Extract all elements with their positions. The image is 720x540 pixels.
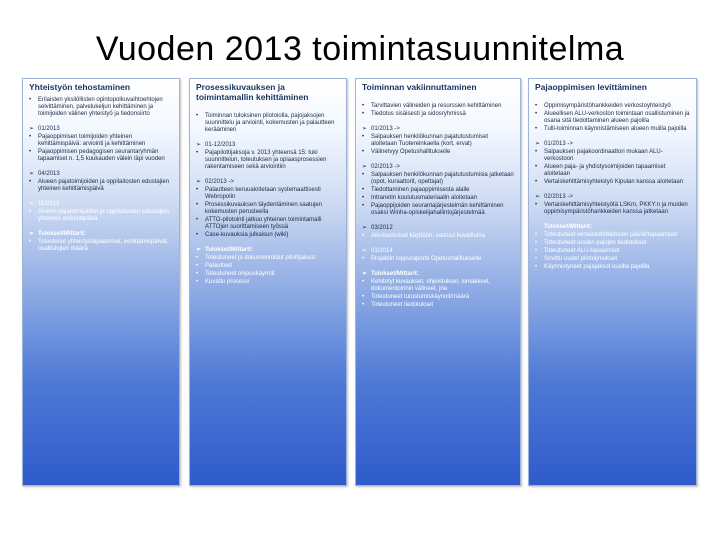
list-item-text: Pajaoppimisen toimijoiden yhteinen kehittämispäivä: arviointi ja kehittäminen <box>38 134 146 147</box>
bullet-icon: • <box>362 279 365 285</box>
arrow-bullet-icon: ➢ <box>196 142 202 148</box>
list-item-text: Toteutuneet ALU-tapaamiset <box>544 248 620 254</box>
list-item-text: 03/2012 <box>371 225 393 231</box>
list-item <box>29 149 174 163</box>
list-item-text: 01/2013 -> <box>371 126 400 132</box>
bullet-icon: • <box>362 111 365 117</box>
list-item-text: Toteutuneet ohjauskäynnit <box>205 271 275 277</box>
list-item-text: Salpauksen henkilökunnan pajatutustumisia jatketaan (opot, kuraattorit, opettajat) <box>371 172 514 185</box>
arrow-bullet-icon: ➢ <box>535 194 541 200</box>
list-item-text: Pajaoppimisen pedagogisen seurantaryhmän tapaamiset n. 1,5 kuukauden välein läpi vuoden <box>38 149 165 162</box>
list-item-text: Alueen pajatoimijoiden ja oppilaitosten edustajien yhteinen kehittämispäivä <box>38 179 170 192</box>
arrow-bullet-icon: ➢ <box>29 171 35 177</box>
list-item <box>196 217 341 231</box>
list-item-text: Aikuisarkuiset käyttöön, vastuut kuvailtuina <box>371 233 486 239</box>
bullet-icon: • <box>196 217 199 223</box>
list-item-text: Vertaiskehittämisyhteistyö Kipulan kanssa aloitetaan <box>544 179 684 185</box>
list-item-text: Kuvattu prosessi <box>205 279 250 285</box>
spacer <box>362 218 515 224</box>
list-item <box>362 256 515 263</box>
slide-title: Vuoden 2013 toimintasuunnitelma <box>95 30 625 68</box>
list-item <box>535 141 691 148</box>
bullet-icon: • <box>535 240 538 246</box>
bullet-icon: • <box>362 294 365 300</box>
arrow-bullet-icon: ➢ <box>196 179 202 185</box>
bullet-icon: • <box>362 233 365 239</box>
bullet-icon: • <box>29 97 32 103</box>
list-item <box>196 150 341 171</box>
column-process-description <box>189 78 347 486</box>
column-heading: Toiminnan vakiinnuttaminen <box>362 82 477 92</box>
list-item-text: Tulokset/Mittarit: <box>38 231 86 237</box>
list-item <box>362 279 515 293</box>
spacer <box>362 241 515 247</box>
bullet-icon: • <box>535 256 538 262</box>
bullet-icon: • <box>196 187 199 193</box>
list-item <box>29 209 174 223</box>
results-heading <box>362 271 515 278</box>
arrow-bullet-icon: ➢ <box>196 247 202 253</box>
spacer <box>29 164 174 170</box>
bullet-icon: • <box>29 179 32 185</box>
arrow-bullet-icon: ➢ <box>29 126 35 132</box>
list-item-text: Oppimisympäristöhankkeiden verkostoyhteistyö <box>544 103 671 109</box>
list-item-text: Toteutuneet uusien pajojen tiedotukset <box>544 240 647 246</box>
bullet-icon: • <box>362 172 365 178</box>
bullet-icon: • <box>535 111 538 117</box>
list-item <box>535 264 691 271</box>
list-item-text: 01/2013 -> <box>544 141 573 147</box>
list-item <box>362 294 515 301</box>
spacer <box>535 134 691 140</box>
bullet-icon: • <box>196 255 199 261</box>
spacer <box>196 135 341 141</box>
list-item <box>362 225 515 232</box>
list-item <box>196 271 341 278</box>
list-item <box>196 179 341 186</box>
list-item-text: 01-12/2013 <box>205 142 236 148</box>
list-item-text: Alueen paja- ja yhdistysoimijoiden tapaamiset aloitetaan <box>544 164 666 177</box>
bullet-icon: • <box>535 248 538 254</box>
plan-columns <box>22 78 697 486</box>
list-item <box>29 126 174 133</box>
bullet-icon <box>535 224 544 231</box>
spacer <box>29 119 174 125</box>
list-item <box>535 164 691 178</box>
bullet-icon: • <box>196 150 199 156</box>
list-item-text: Case-kuvauksia julkaisun (wiki) <box>205 232 289 238</box>
list-item-text: Toiminnan tuloksinen pilotoiolla, pajojaksojen suunnittelu ja arviointi, kokemusten ja palautteen kerääminen <box>205 113 335 133</box>
spacer <box>535 217 691 223</box>
column-dissemination <box>528 78 697 486</box>
list-item <box>362 164 515 171</box>
list-item-text: Tulli-toiminnan käynnistämiseen alueen muilla pajoilla <box>544 126 687 132</box>
list-item <box>196 142 341 149</box>
list-item <box>535 232 691 239</box>
list-item <box>362 149 515 156</box>
results-heading <box>535 224 691 231</box>
list-item-text: 11/2013 <box>38 201 60 207</box>
column-body <box>529 94 696 271</box>
list-item <box>362 248 515 255</box>
bullet-icon: • <box>29 149 32 155</box>
list-item <box>535 103 691 110</box>
spacer <box>535 187 691 193</box>
list-item <box>362 111 515 118</box>
list-item <box>196 187 341 201</box>
spacer <box>29 194 174 200</box>
list-item-text: Sovittu uudet pilotoijmukset <box>544 256 618 262</box>
list-item-text: Toteutuneet tiedotukset <box>371 302 434 308</box>
list-item <box>362 126 515 133</box>
list-item <box>362 187 515 194</box>
bullet-icon: • <box>196 263 199 269</box>
list-item <box>29 201 174 208</box>
list-item <box>196 279 341 286</box>
results-heading <box>196 247 341 254</box>
bullet-icon: • <box>535 179 538 185</box>
spacer <box>196 106 341 112</box>
bullet-icon: • <box>362 103 365 109</box>
list-item-text: 02/2013 -> <box>544 194 573 200</box>
bullet-icon: • <box>196 279 199 285</box>
list-item <box>196 255 341 262</box>
list-item <box>29 134 174 148</box>
column-heading: Yhteistyön tehostaminen <box>29 82 131 92</box>
bullet-icon: • <box>535 232 538 238</box>
arrow-bullet-icon: ➢ <box>362 248 368 254</box>
list-item <box>535 126 691 133</box>
list-item-text: Pajapilottijaksoja v. 2013 yhteensä 15: tuki suunnittelun, toteutuksen ja opiaasprosessien rakentamiseen sekä arviointiin <box>205 150 327 170</box>
list-item-text: Tulokset/Mittarit: <box>544 224 592 230</box>
list-item-text: Salpauksen pajakoordinaattori mukaan ALU-verkostoon <box>544 149 663 162</box>
list-item <box>29 239 174 253</box>
list-item-text: Tiedottaminen pajaoppimisesta alalle <box>371 187 470 193</box>
bullet-icon: • <box>362 302 365 308</box>
bullet-icon: • <box>196 232 199 238</box>
arrow-bullet-icon: ➢ <box>362 126 368 132</box>
list-item <box>535 179 691 186</box>
list-item <box>362 302 515 309</box>
list-item-text: Alueellisen ALU-verkoston toimintaan osallistuminen ja osana sitä tiedottaminen alueen pajoilla <box>544 111 690 124</box>
list-item <box>535 194 691 201</box>
results-heading <box>29 231 174 238</box>
list-item <box>362 134 515 148</box>
arrow-bullet-icon: ➢ <box>362 225 368 231</box>
list-item-text: Prosessikuvauksen täydentäminen saatujen kokemusten perusteella <box>205 202 323 215</box>
bullet-icon: • <box>362 203 365 209</box>
column-collaboration <box>22 78 180 486</box>
bullet-icon: • <box>362 134 365 140</box>
list-item-text: Toteutuneet ja dokumentoidut pilottijaksot <box>205 255 316 261</box>
spacer <box>535 96 691 102</box>
spacer <box>196 172 341 178</box>
spacer <box>29 224 174 230</box>
list-item-text: Salpauksen henkilökunnan pajatutustumiset aloitetaan Tuotereinkaella (kort, ervat) <box>371 134 489 147</box>
bullet-icon: • <box>535 149 538 155</box>
list-item-text: 01/2014 <box>371 248 393 254</box>
bullet-icon: • <box>196 113 199 119</box>
list-item <box>196 202 341 216</box>
list-item-text: Välinetvyy Opetushallitukselle <box>371 149 451 155</box>
list-item-text: Tarvittavien välineiden ja resurssien kehittäminen <box>371 103 502 109</box>
list-item <box>29 179 174 193</box>
bullet-icon: • <box>196 271 199 277</box>
bullet-icon: • <box>535 264 538 270</box>
list-item <box>196 113 341 134</box>
list-item-text: 02/2013 -> <box>371 164 400 170</box>
list-item-text: Palautteet <box>205 263 233 269</box>
bullet-icon: • <box>535 126 538 132</box>
list-item-text: 04/2013 <box>38 171 60 177</box>
list-item-text: Intranetin koulutusmateriaalin aloitetaan <box>371 195 478 201</box>
column-heading: Pajaoppimisen levittäminen <box>535 82 647 92</box>
bullet-icon: • <box>362 195 365 201</box>
list-item <box>535 240 691 247</box>
bullet-icon: • <box>196 202 199 208</box>
list-item-text: Tiedotus sisäisesti ja sidosryhmissä <box>371 111 466 117</box>
list-item <box>535 256 691 263</box>
list-item-text: Projektin loppuraportti Opetushallitukselle <box>371 256 482 262</box>
list-item-text: Tulokset/Mittarit: <box>371 271 419 277</box>
list-item-text: Toteutuneet vertaiskehittämisen päivät/tapaamiset <box>544 232 678 238</box>
arrow-bullet-icon: ➢ <box>29 231 35 237</box>
arrow-bullet-icon: ➢ <box>362 164 368 170</box>
bullet-icon: • <box>29 239 32 245</box>
bullet-icon: • <box>362 149 365 155</box>
list-item <box>29 97 174 118</box>
spacer <box>362 119 515 125</box>
arrow-bullet-icon: ➢ <box>362 271 368 277</box>
list-item-text: Erilaisten yksilöllisten opintopolkuvaihtoehtojen selvittäminen, palvelukeljun kehittäminen ja toimijoiden välinen yhteistyö ja tiedonsiirto <box>38 97 163 117</box>
spacer <box>196 240 341 246</box>
column-establishment <box>355 78 521 486</box>
list-item <box>362 103 515 110</box>
list-item <box>535 248 691 255</box>
column-body <box>23 94 179 253</box>
bullet-icon: • <box>535 202 538 208</box>
list-item <box>535 111 691 125</box>
list-item-text: 01/2013 <box>38 126 60 132</box>
list-item-text: Käynnistyneet pajajaksot uusilla pajoilla <box>544 264 650 270</box>
spacer <box>362 157 515 163</box>
list-item-text: Pajaoppijoiden seurantajärjestelmän kehittäminen osaksi Winha-opiskelijahallintojärjestelmää <box>371 203 504 216</box>
bullet-icon: • <box>535 164 538 170</box>
bullet-icon: • <box>362 256 365 262</box>
spacer <box>362 96 515 102</box>
list-item-text: Tulokset/Mittarit: <box>205 247 253 253</box>
bullet-icon: • <box>29 134 32 140</box>
list-item-text: 02/2013 -> <box>205 179 234 185</box>
list-item-text: Toteutuneet tutustumiskäynnit/määrä <box>371 294 470 300</box>
list-item-text: Kehitetyt kuvaukset, ohjeistukset, lomakkeet, dokumentoinnin välineet, jne. <box>371 279 491 292</box>
list-item-text: Vertaiskehittämisyhteistyötä LSKm, PKKY:n ja muiden oppimisympäristöhankkeiden kanssa jatketaan <box>544 202 688 215</box>
arrow-bullet-icon: ➢ <box>29 201 35 207</box>
column-body <box>190 104 346 286</box>
bullet-icon: • <box>29 209 32 215</box>
spacer <box>362 264 515 270</box>
list-item <box>196 232 341 239</box>
bullet-icon: • <box>362 187 365 193</box>
column-body <box>356 94 520 309</box>
list-item-text: ATTO-pilotointi jatkuu yhteinen toimintamalli ATTOjen suorittamiseen työssä <box>205 217 322 230</box>
list-item <box>535 202 691 216</box>
list-item <box>362 172 515 186</box>
list-item <box>362 233 515 240</box>
list-item-text: Alueen pajatoimijoiden ja oppilaitosten edustajien yhteinen arviointipäivä <box>38 209 170 222</box>
list-item <box>196 263 341 270</box>
list-item <box>362 195 515 202</box>
bullet-icon: • <box>535 103 538 109</box>
list-item <box>535 149 691 163</box>
arrow-bullet-icon: ➢ <box>535 141 541 147</box>
column-heading: Prosessikuvauksen ja toimintamallin kehittäminen <box>196 82 309 102</box>
list-item-text: Palautteen keruualoitetaan systemaattisesti Webropolin <box>205 187 321 200</box>
list-item-text: Toteutunut yhteistyötapaamiset, kehittämispäivät, osallistujien määrä <box>38 239 169 252</box>
list-item <box>362 203 515 217</box>
list-item <box>29 171 174 178</box>
